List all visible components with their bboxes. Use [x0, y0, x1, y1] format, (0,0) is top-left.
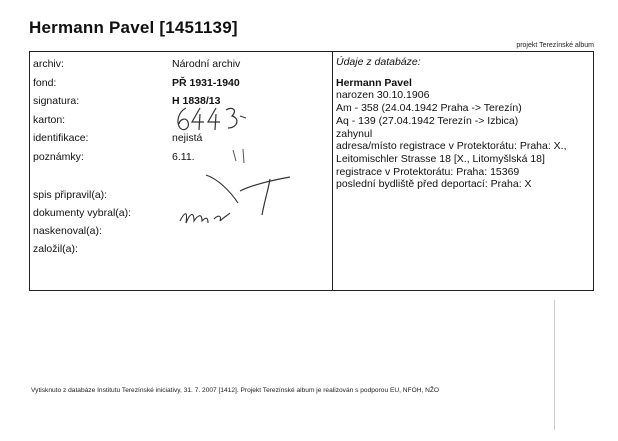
- field-value: H 1838/13: [172, 95, 221, 107]
- archive-fields: [33, 58, 328, 169]
- field-label: karton:: [33, 113, 66, 126]
- column-divider: [332, 52, 333, 290]
- field-value: 6.11.: [172, 150, 195, 163]
- staff-prepared-label: spis připravil(a):: [33, 189, 108, 201]
- staff-scanned-label: naskenoval(a):: [33, 225, 102, 237]
- database-line: Am - 358 (24.04.1942 Praha -> Terezín): [336, 102, 522, 115]
- field-poznamky: [33, 151, 328, 170]
- field-value: PŘ 1931-1940: [172, 76, 240, 89]
- database-line: Aq - 139 (27.04.1942 Terezín -> Izbica): [336, 114, 519, 127]
- field-label: identifikace:: [33, 132, 89, 144]
- database-line: poslední bydliště před deportací: Praha: X: [336, 178, 532, 191]
- field-fond: [33, 77, 328, 96]
- database-line: zahynul: [336, 127, 373, 140]
- field-label: fond:: [33, 76, 57, 89]
- database-line: registrace v Protektorátu: Praha: 15369: [336, 165, 520, 178]
- field-value: Národní archiv: [172, 58, 241, 70]
- footer-note: Vytisknuto z databáze Institutu Terezínské iniciativy, 31. 7. 2007 [1412]. Projekt Terezínské album je realizován s podporou EU, NFOH, NŽO: [31, 387, 440, 394]
- database-line: narozen 30.10.1906: [336, 89, 430, 102]
- staff-selected-label: dokumenty vybral(a):: [33, 207, 132, 219]
- field-label: signatura:: [33, 95, 80, 107]
- project-label: projekt Terezínské album: [516, 42, 594, 49]
- database-line: adresa/místo registrace v Protektorátu: Praha: X., Leitomischler Strasse 18 [X., Litomyšlská 18]: [336, 140, 567, 165]
- scan-edge-line: [554, 300, 555, 430]
- field-karton: [33, 114, 328, 133]
- field-archiv: [33, 58, 328, 77]
- database-heading: Údaje z databáze:: [336, 56, 421, 68]
- staff-filed-label: založil(a):: [33, 243, 78, 255]
- database-panel: [336, 56, 591, 191]
- field-value: nejistá: [172, 132, 203, 144]
- staff-fields: [33, 189, 131, 261]
- person-name: Hermann Pavel: [336, 76, 412, 89]
- field-label: poznámky:: [33, 150, 84, 163]
- field-label: archiv:: [33, 58, 64, 70]
- field-identifikace: [33, 132, 328, 151]
- field-signatura: [33, 95, 328, 114]
- record-card: [29, 51, 594, 291]
- handwritten-signature: [178, 169, 298, 229]
- page-title: Hermann Pavel [1451139]: [29, 18, 238, 37]
